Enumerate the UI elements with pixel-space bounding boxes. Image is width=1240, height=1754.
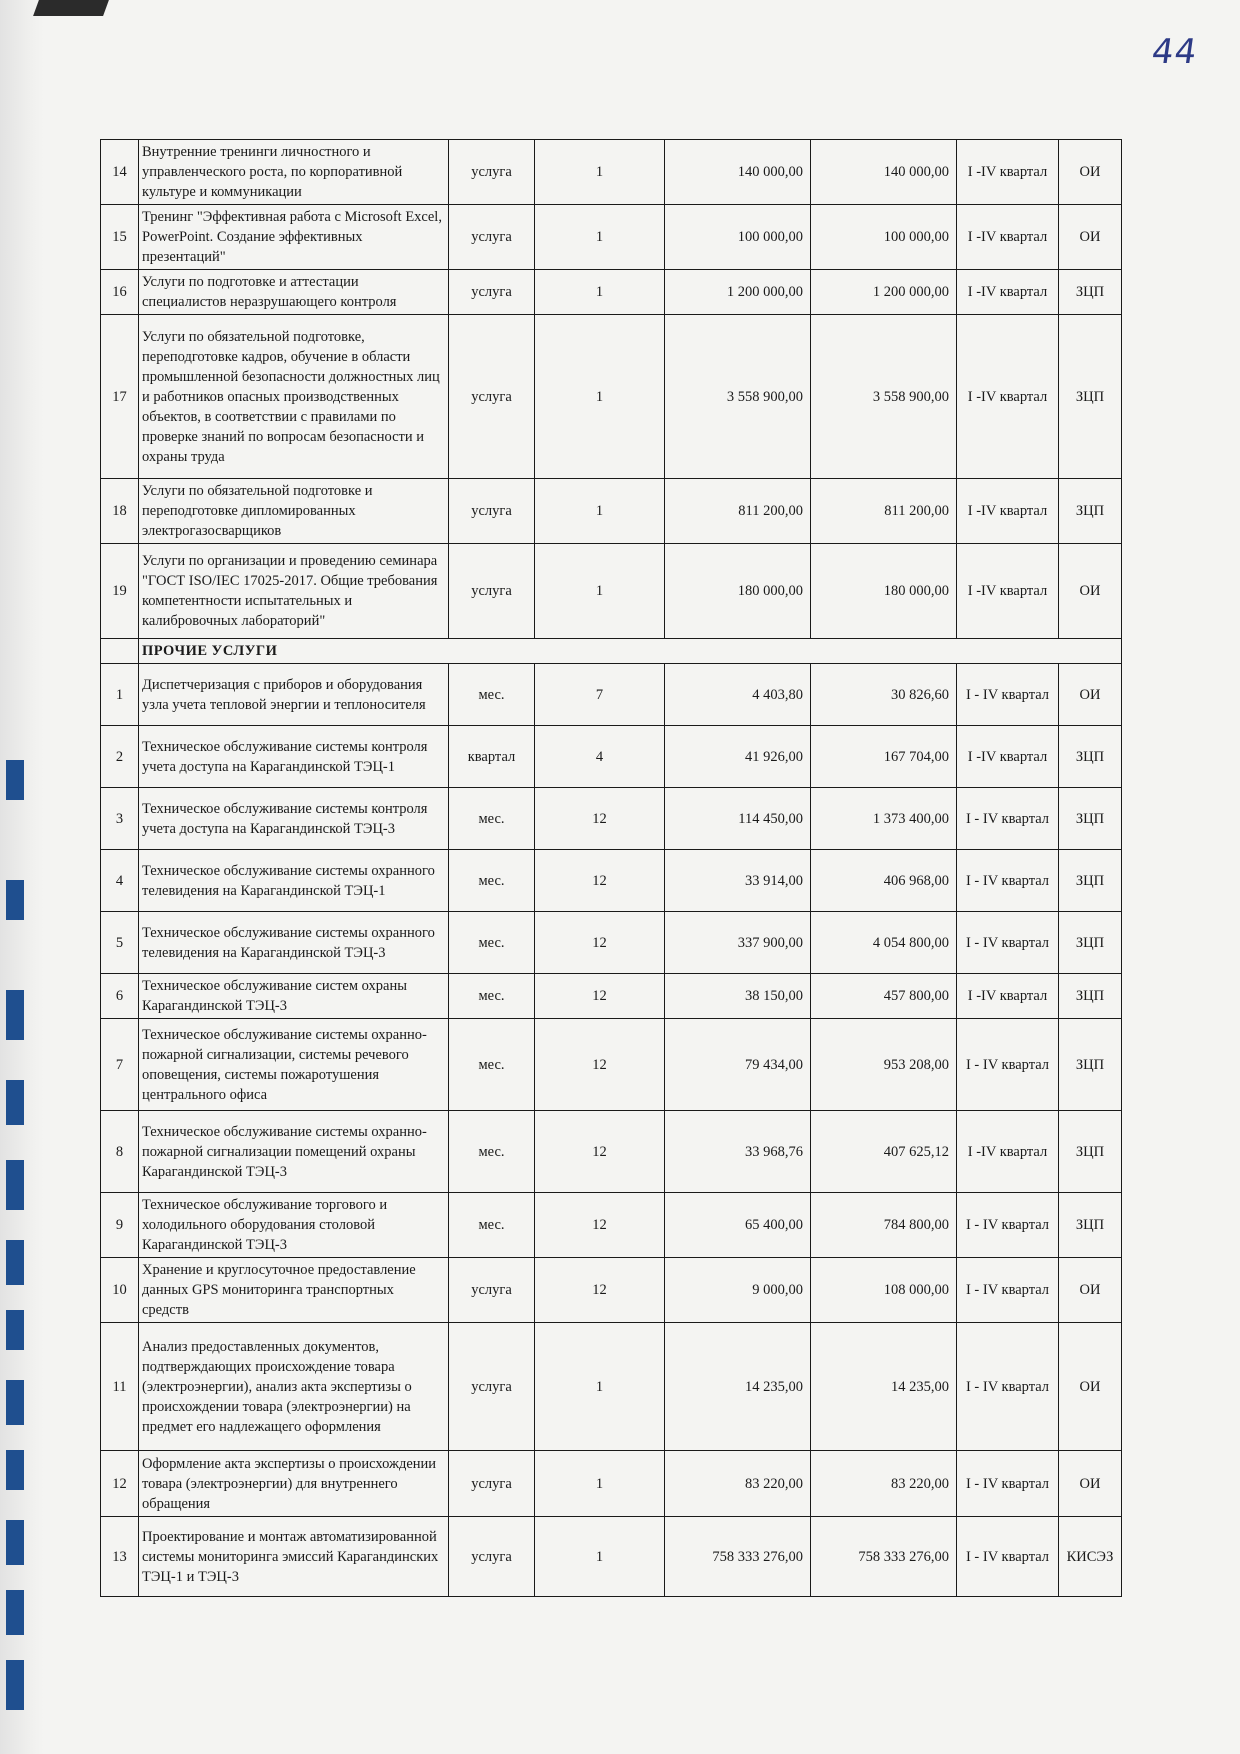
- row-number: 10: [101, 1258, 139, 1323]
- binding-ring: [6, 990, 24, 1040]
- responsible-department: ОИ: [1059, 664, 1122, 726]
- responsible-department: ЗЦП: [1059, 479, 1122, 544]
- service-name: Хранение и круглосуточное предоставление данных GPS мониторинга транспортных средств: [139, 1258, 449, 1323]
- total-amount: 758 333 276,00: [811, 1517, 957, 1597]
- total-amount: 1 373 400,00: [811, 788, 957, 850]
- delivery-period: I -IV квартал: [957, 974, 1059, 1019]
- table-row: [101, 544, 1122, 639]
- unit-of-measure: мес.: [449, 1193, 535, 1258]
- total-amount: 457 800,00: [811, 974, 957, 1019]
- row-number: 1: [101, 664, 139, 726]
- table-row: [101, 205, 1122, 270]
- row-number: 15: [101, 205, 139, 270]
- table-row: [101, 1517, 1122, 1597]
- delivery-period: I - IV квартал: [957, 1258, 1059, 1323]
- total-amount: 140 000,00: [811, 140, 957, 205]
- total-amount: 4 054 800,00: [811, 912, 957, 974]
- total-amount: 30 826,60: [811, 664, 957, 726]
- service-name: Внутренние тренинги личностного и управленческого роста, по корпоративной культуре и коммуникации: [139, 140, 449, 205]
- delivery-period: I - IV квартал: [957, 1019, 1059, 1111]
- delivery-period: I - IV квартал: [957, 912, 1059, 974]
- unit-price: 3 558 900,00: [665, 315, 811, 479]
- service-name: Услуги по обязательной подготовке, переподготовке кадров, обучение в области промышленной безопасности должностных лиц и работников опасных производственных объектов, в соответствии с правилами по проверке знаний по вопросам безопасности и охраны труда: [139, 315, 449, 479]
- row-number: 17: [101, 315, 139, 479]
- unit-of-measure: услуга: [449, 270, 535, 315]
- row-number: 18: [101, 479, 139, 544]
- table-row: [101, 479, 1122, 544]
- table-row: [101, 1019, 1122, 1111]
- unit-price: 9 000,00: [665, 1258, 811, 1323]
- training-rows: [101, 140, 1122, 639]
- service-name: Услуги по обязательной подготовке и переподготовке дипломированных электрогазосварщиков: [139, 479, 449, 544]
- row-number: 7: [101, 1019, 139, 1111]
- responsible-department: ОИ: [1059, 1323, 1122, 1451]
- binding-ring: [6, 1240, 24, 1285]
- unit-price: 180 000,00: [665, 544, 811, 639]
- binding-ring: [6, 760, 24, 800]
- responsible-department: ЗЦП: [1059, 974, 1122, 1019]
- service-name: Техническое обслуживание системы охранно-пожарной сигнализации, системы речевого оповещения, системы пожаротушения центрального офиса: [139, 1019, 449, 1111]
- delivery-period: I -IV квартал: [957, 205, 1059, 270]
- unit-price: 140 000,00: [665, 140, 811, 205]
- table-row: [101, 850, 1122, 912]
- table-row: [101, 1193, 1122, 1258]
- service-name: Услуги по организации и проведению семинара "ГОСТ ISO/IEC 17025-2017. Общие требования компетентности испытательных и калибровочных лабораторий": [139, 544, 449, 639]
- table-row: [101, 788, 1122, 850]
- delivery-period: I - IV квартал: [957, 1193, 1059, 1258]
- quantity: 1: [535, 270, 665, 315]
- unit-price: 79 434,00: [665, 1019, 811, 1111]
- handwritten-page-number: 44: [1149, 32, 1201, 72]
- binding-ring: [6, 1160, 24, 1210]
- delivery-period: I -IV квартал: [957, 726, 1059, 788]
- service-name: Оформление акта экспертизы о происхождении товара (электроэнергии) для внутреннего обращения: [139, 1451, 449, 1517]
- unit-of-measure: услуга: [449, 1451, 535, 1517]
- table-row: [101, 1258, 1122, 1323]
- quantity: 7: [535, 664, 665, 726]
- binding-ring: [6, 1080, 24, 1125]
- unit-price: 100 000,00: [665, 205, 811, 270]
- row-number: 8: [101, 1111, 139, 1193]
- unit-of-measure: мес.: [449, 1019, 535, 1111]
- table-row: [101, 140, 1122, 205]
- section-header-empty-cell: [101, 639, 139, 664]
- unit-price: 33 914,00: [665, 850, 811, 912]
- row-number: 12: [101, 1451, 139, 1517]
- delivery-period: I -IV квартал: [957, 270, 1059, 315]
- quantity: 12: [535, 1193, 665, 1258]
- unit-price: 41 926,00: [665, 726, 811, 788]
- services-table: [100, 139, 1122, 1597]
- total-amount: 406 968,00: [811, 850, 957, 912]
- unit-of-measure: мес.: [449, 1111, 535, 1193]
- quantity: 12: [535, 912, 665, 974]
- unit-price: 33 968,76: [665, 1111, 811, 1193]
- quantity: 1: [535, 140, 665, 205]
- service-name: Техническое обслуживание системы охранного телевидения на Карагандинской ТЭЦ-1: [139, 850, 449, 912]
- binding-ring: [6, 1310, 24, 1350]
- quantity: 12: [535, 850, 665, 912]
- quantity: 1: [535, 544, 665, 639]
- unit-of-measure: мес.: [449, 788, 535, 850]
- unit-of-measure: услуга: [449, 205, 535, 270]
- service-name: Анализ предоставленных документов, подтверждающих происхождение товара (электроэнергии), анализ акта экспертизы о происхождении товара (электроэнергии) на предмет его надлежащего оформления: [139, 1323, 449, 1451]
- row-number: 11: [101, 1323, 139, 1451]
- delivery-period: I - IV квартал: [957, 1451, 1059, 1517]
- table-row: [101, 912, 1122, 974]
- section-title: ПРОЧИЕ УСЛУГИ: [139, 639, 1122, 664]
- binding-ring: [6, 880, 24, 920]
- binding-ring: [6, 1450, 24, 1490]
- table-row: [101, 664, 1122, 726]
- table-row: [101, 315, 1122, 479]
- unit-of-measure: услуга: [449, 1323, 535, 1451]
- unit-price: 337 900,00: [665, 912, 811, 974]
- responsible-department: ЗЦП: [1059, 1193, 1122, 1258]
- responsible-department: ЗЦП: [1059, 788, 1122, 850]
- quantity: 1: [535, 479, 665, 544]
- unit-price: 38 150,00: [665, 974, 811, 1019]
- delivery-period: I -IV квартал: [957, 1111, 1059, 1193]
- table-row: [101, 974, 1122, 1019]
- responsible-department: ОИ: [1059, 1258, 1122, 1323]
- unit-of-measure: услуга: [449, 140, 535, 205]
- total-amount: 83 220,00: [811, 1451, 957, 1517]
- row-number: 16: [101, 270, 139, 315]
- delivery-period: I - IV квартал: [957, 788, 1059, 850]
- responsible-department: ЗЦП: [1059, 726, 1122, 788]
- total-amount: 811 200,00: [811, 479, 957, 544]
- spiral-binding: [0, 0, 44, 1754]
- binding-ring: [6, 1660, 24, 1710]
- delivery-period: I -IV квартал: [957, 140, 1059, 205]
- quantity: 12: [535, 1111, 665, 1193]
- table-row: [101, 1451, 1122, 1517]
- total-amount: 100 000,00: [811, 205, 957, 270]
- binding-clip: [33, 0, 109, 16]
- section-header-row: [101, 639, 1122, 664]
- unit-of-measure: услуга: [449, 479, 535, 544]
- row-number: 9: [101, 1193, 139, 1258]
- service-name: Тренинг "Эффективная работа с Microsoft Excel, PowerPoint. Создание эффективных презентаций": [139, 205, 449, 270]
- delivery-period: I -IV квартал: [957, 544, 1059, 639]
- row-number: 19: [101, 544, 139, 639]
- table-row: [101, 726, 1122, 788]
- delivery-period: I - IV квартал: [957, 1517, 1059, 1597]
- unit-of-measure: мес.: [449, 850, 535, 912]
- quantity: 1: [535, 315, 665, 479]
- total-amount: 14 235,00: [811, 1323, 957, 1451]
- responsible-department: ЗЦП: [1059, 1019, 1122, 1111]
- unit-of-measure: квартал: [449, 726, 535, 788]
- service-name: Проектирование и монтаж автоматизированной системы мониторинга эмиссий Карагандинских ТЭЦ-1 и ТЭЦ-3: [139, 1517, 449, 1597]
- total-amount: 167 704,00: [811, 726, 957, 788]
- total-amount: 953 208,00: [811, 1019, 957, 1111]
- unit-price: 65 400,00: [665, 1193, 811, 1258]
- unit-price: 114 450,00: [665, 788, 811, 850]
- binding-ring: [6, 1520, 24, 1565]
- service-name: Техническое обслуживание торгового и холодильного оборудования столовой Карагандинской ТЭЦ-3: [139, 1193, 449, 1258]
- quantity: 1: [535, 1451, 665, 1517]
- service-name: Техническое обслуживание системы охранного телевидения на Карагандинской ТЭЦ-3: [139, 912, 449, 974]
- total-amount: 784 800,00: [811, 1193, 957, 1258]
- delivery-period: I - IV квартал: [957, 850, 1059, 912]
- unit-price: 758 333 276,00: [665, 1517, 811, 1597]
- service-name: Техническое обслуживание системы контроля учета доступа на Карагандинской ТЭЦ-1: [139, 726, 449, 788]
- binding-ring: [6, 1590, 24, 1635]
- responsible-department: ЗЦП: [1059, 850, 1122, 912]
- table-row: [101, 1323, 1122, 1451]
- total-amount: 108 000,00: [811, 1258, 957, 1323]
- row-number: 3: [101, 788, 139, 850]
- row-number: 4: [101, 850, 139, 912]
- delivery-period: I - IV квартал: [957, 1323, 1059, 1451]
- responsible-department: ОИ: [1059, 1451, 1122, 1517]
- total-amount: 3 558 900,00: [811, 315, 957, 479]
- unit-price: 1 200 000,00: [665, 270, 811, 315]
- table-row: [101, 270, 1122, 315]
- unit-of-measure: мес.: [449, 664, 535, 726]
- service-name: Техническое обслуживание систем охраны Карагандинской ТЭЦ-3: [139, 974, 449, 1019]
- row-number: 14: [101, 140, 139, 205]
- service-name: Техническое обслуживание системы контроля учета доступа на Карагандинской ТЭЦ-3: [139, 788, 449, 850]
- responsible-department: ОИ: [1059, 140, 1122, 205]
- quantity: 1: [535, 1323, 665, 1451]
- service-name: Услуги по подготовке и аттестации специалистов неразрушающего контроля: [139, 270, 449, 315]
- delivery-period: I -IV квартал: [957, 315, 1059, 479]
- quantity: 12: [535, 974, 665, 1019]
- unit-of-measure: услуга: [449, 544, 535, 639]
- binding-ring: [6, 1380, 24, 1425]
- table-row: [101, 1111, 1122, 1193]
- service-name: Диспетчеризация с приборов и оборудования узла учета тепловой энергии и теплоносителя: [139, 664, 449, 726]
- total-amount: 407 625,12: [811, 1111, 957, 1193]
- row-number: 5: [101, 912, 139, 974]
- row-number: 2: [101, 726, 139, 788]
- responsible-department: ОИ: [1059, 205, 1122, 270]
- row-number: 6: [101, 974, 139, 1019]
- quantity: 1: [535, 1517, 665, 1597]
- responsible-department: ЗЦП: [1059, 912, 1122, 974]
- unit-price: 811 200,00: [665, 479, 811, 544]
- unit-of-measure: мес.: [449, 974, 535, 1019]
- unit-price: 83 220,00: [665, 1451, 811, 1517]
- other-services-rows: [101, 664, 1122, 1597]
- responsible-department: ОИ: [1059, 544, 1122, 639]
- quantity: 4: [535, 726, 665, 788]
- quantity: 12: [535, 1258, 665, 1323]
- delivery-period: I - IV квартал: [957, 664, 1059, 726]
- unit-of-measure: услуга: [449, 1258, 535, 1323]
- responsible-department: ЗЦП: [1059, 270, 1122, 315]
- unit-of-measure: мес.: [449, 912, 535, 974]
- unit-price: 14 235,00: [665, 1323, 811, 1451]
- unit-of-measure: услуга: [449, 315, 535, 479]
- delivery-period: I -IV квартал: [957, 479, 1059, 544]
- responsible-department: ЗЦП: [1059, 315, 1122, 479]
- service-name: Техническое обслуживание системы охранно-пожарной сигнализации помещений охраны Карагандинской ТЭЦ-3: [139, 1111, 449, 1193]
- unit-price: 4 403,80: [665, 664, 811, 726]
- total-amount: 180 000,00: [811, 544, 957, 639]
- quantity: 1: [535, 205, 665, 270]
- row-number: 13: [101, 1517, 139, 1597]
- responsible-department: КИСЭЗ: [1059, 1517, 1122, 1597]
- total-amount: 1 200 000,00: [811, 270, 957, 315]
- quantity: 12: [535, 1019, 665, 1111]
- quantity: 12: [535, 788, 665, 850]
- responsible-department: ЗЦП: [1059, 1111, 1122, 1193]
- unit-of-measure: услуга: [449, 1517, 535, 1597]
